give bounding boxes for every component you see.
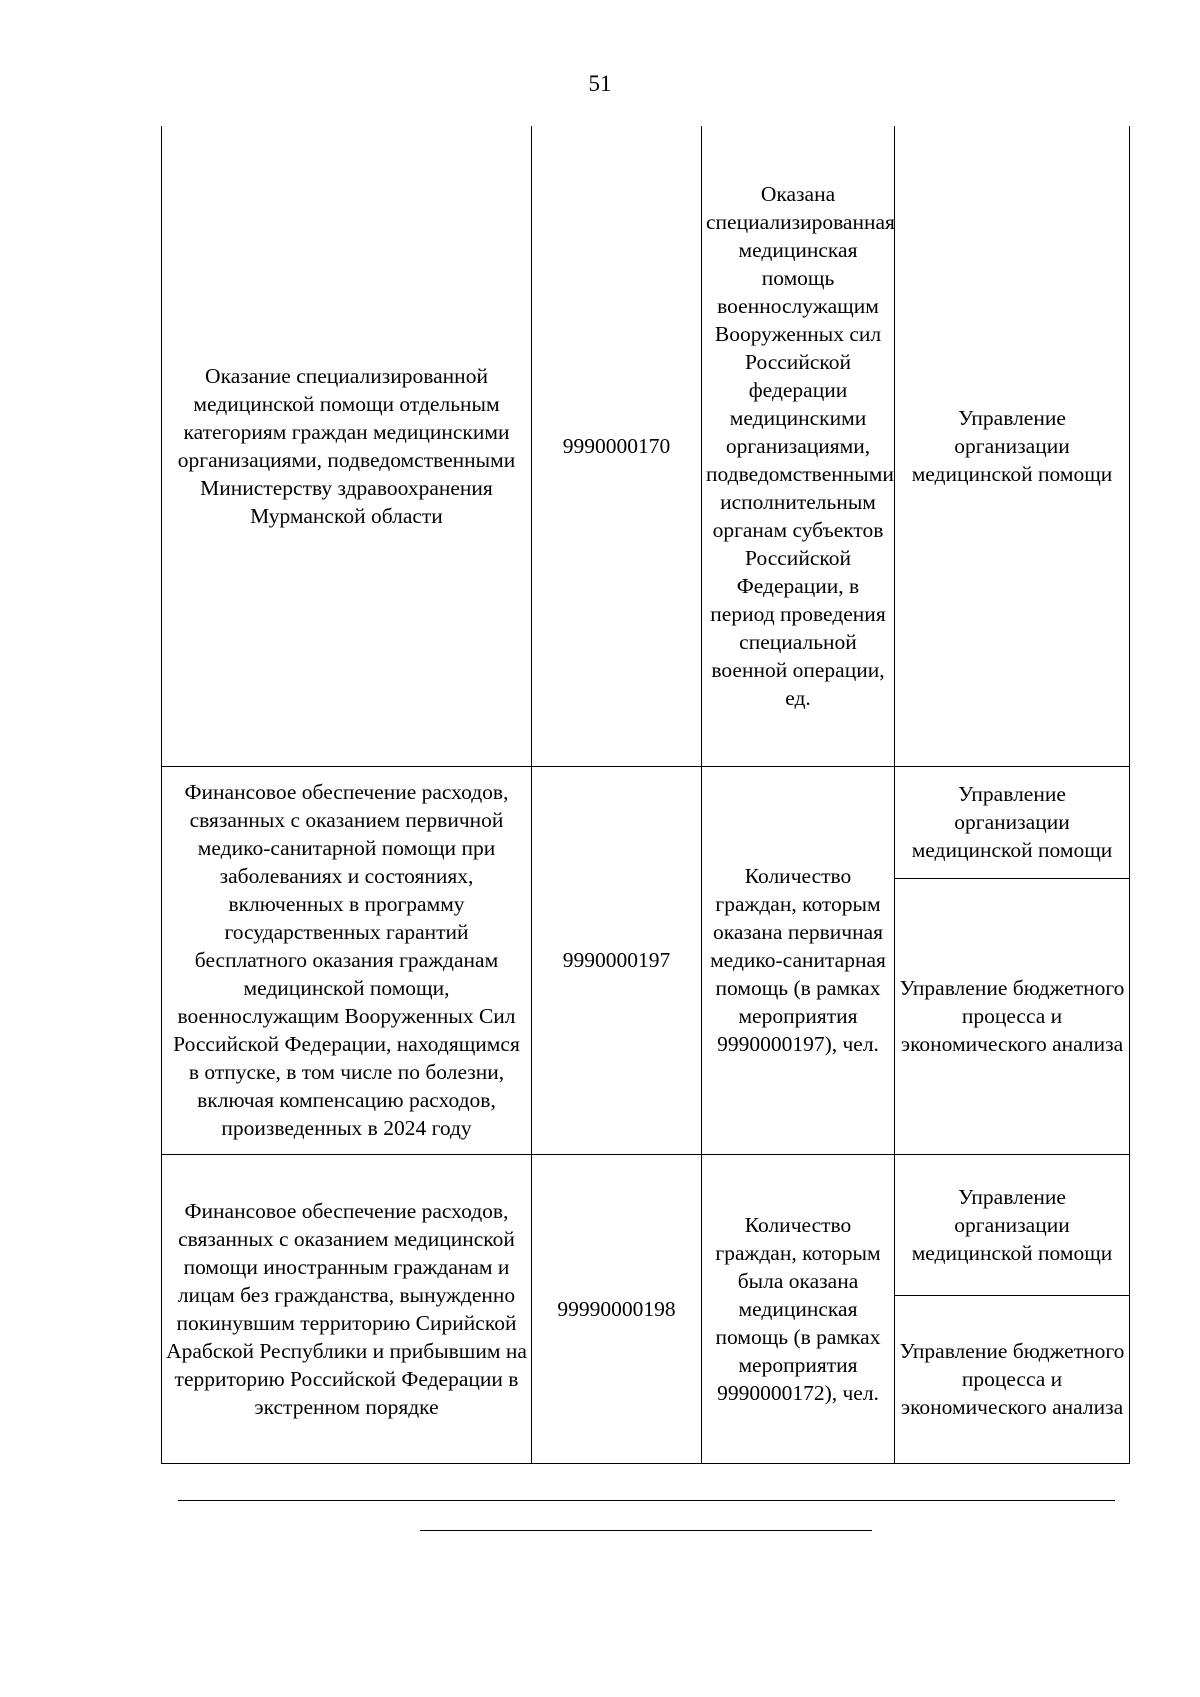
responsible-unit: Управление организации медицинской помощи <box>911 405 1113 486</box>
indicator: Количество граждан, которым оказана первичная медико-санитарная помощь (в рамках мероприятия 9990000197), чел. <box>710 864 886 1056</box>
responsible-cell <box>895 1154 1130 1295</box>
event-code: 9990000197 <box>562 948 671 972</box>
indicator-cell <box>702 126 895 766</box>
event-name: Финансовое обеспечение расходов, связанных с оказанием медицинской помощи иностранным гражданам и лицам без гражданства, вынужденно покинувшим территорию Сирийской Арабской Республики и прибывшим на территорию Российской Федерации в экстренном порядке <box>166 1198 527 1419</box>
separator-line <box>420 1530 872 1531</box>
event-code: 9990000170 <box>562 433 671 458</box>
event-name-cell <box>162 1154 532 1463</box>
code-cell <box>532 126 702 766</box>
separator-line <box>178 1500 1115 1501</box>
responsible-cell <box>895 126 1130 766</box>
code-cell <box>532 1154 702 1463</box>
event-name: Оказание специализированной медицинской помощи отдельным категориям граждан медицинскими организациями, подведомственными Министерству здравоохранения Мурманской области <box>177 363 516 528</box>
indicator-cell <box>702 766 895 1154</box>
indicator: Оказана специализированная медицинская помощь военнослужащим Вооруженных сил Российской федерации медицинскими организациями, подведомственными исполнительным органам субъектов Российской Федерации, в период проведения специальной военной операции, ед. <box>706 181 895 710</box>
responsible-cell <box>895 766 1130 878</box>
responsible-unit: Управление организации медицинской помощи <box>911 1184 1113 1265</box>
indicator-cell <box>702 1154 895 1463</box>
event-name: Финансовое обеспечение расходов, связанных с оказанием первичной медико-санитарной помощи при заболеваниях и состояниях, включенных в программу государственных гарантий бесплатного оказания гражданам медицинской помощи, военнослужащим Вооруженных Сил Российской Федерации, находящимся в отпуске, в том числе по болезни, включая компенсацию расходов, произведенных в 2024 году <box>173 780 520 1140</box>
event-name-cell <box>162 126 532 766</box>
responsible-cell <box>895 1295 1130 1463</box>
event-code: 99990000198 <box>557 1296 676 1321</box>
responsible-cell <box>895 878 1130 1154</box>
responsible-unit: Управление бюджетного процесса и экономического анализа <box>899 976 1125 1056</box>
code-cell <box>532 766 702 1154</box>
table-row <box>162 766 1130 878</box>
event-name-cell <box>162 766 532 1154</box>
responsible-unit: Управление организации медицинской помощи <box>911 782 1113 862</box>
table-row <box>162 126 1130 766</box>
page-number: 51 <box>588 71 612 96</box>
responsible-unit: Управление бюджетного процесса и экономического анализа <box>899 1339 1125 1419</box>
program-table <box>161 126 1130 1464</box>
indicator: Количество граждан, которым была оказана медицинская помощь (в рамках мероприятия 9990000172), чел. <box>715 1212 881 1405</box>
table-row <box>162 1154 1130 1295</box>
